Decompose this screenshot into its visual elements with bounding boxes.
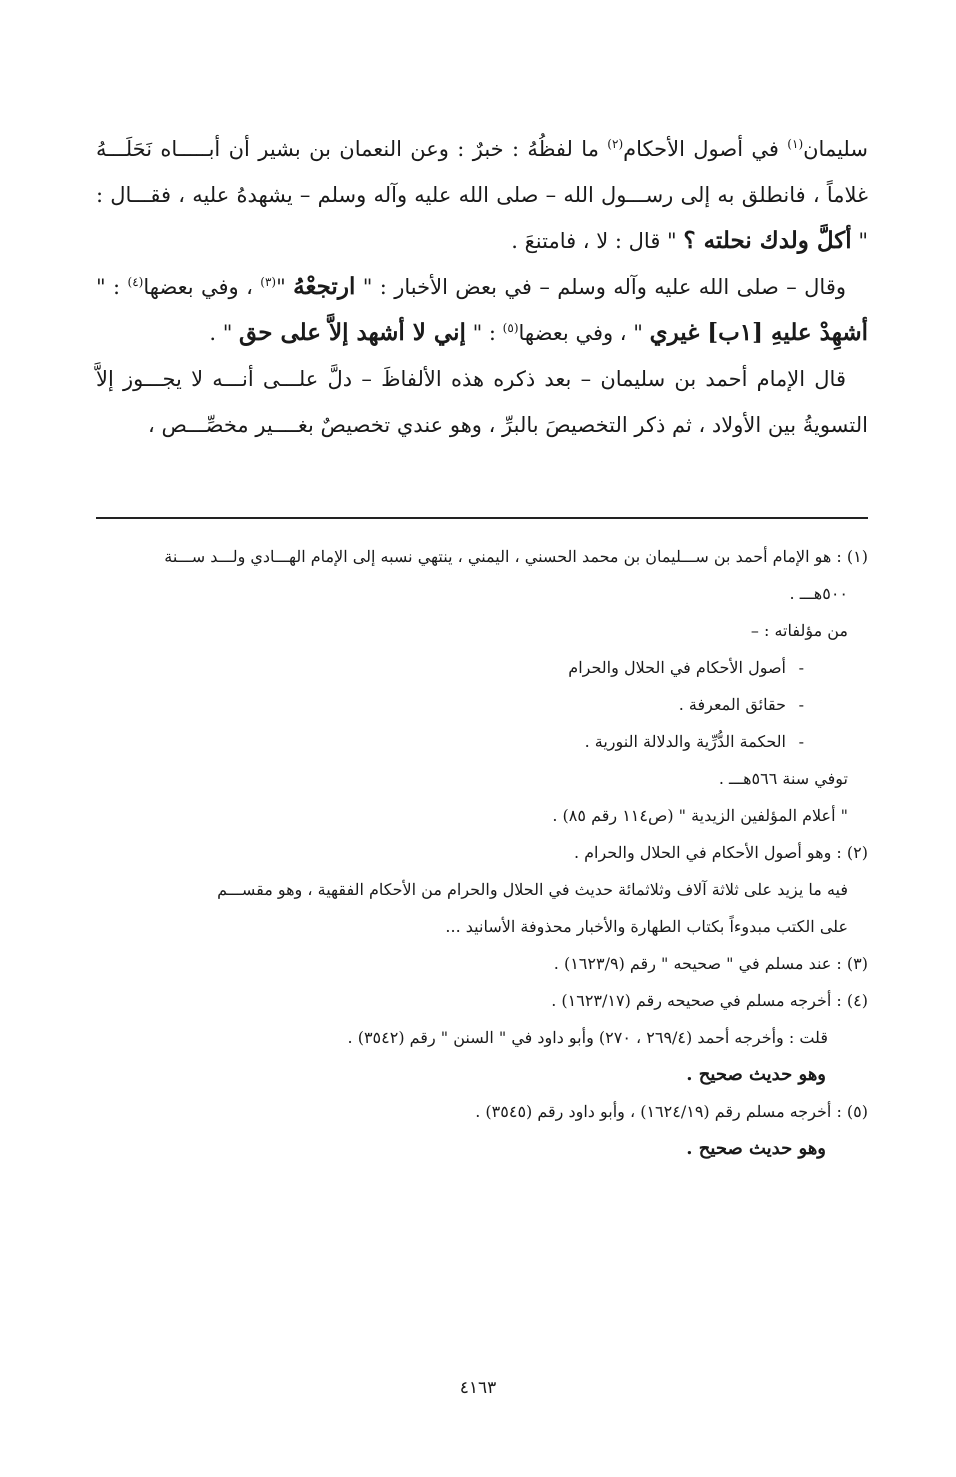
hadith-quote: أكلَّ ولدك نحلته ؟ (683, 227, 852, 254)
footnote-ref-3[interactable]: (٣) (260, 275, 277, 289)
footnote-1-line: " أعلام المؤلفين الزيدية " (ص١١٤ رقم ٨٥) . (552, 806, 848, 825)
hadith-quote: أشهِدْ عليهِ [١ب] غيري (649, 319, 868, 346)
footnote-1-line: من مؤلفاته : – (750, 621, 848, 640)
paragraph-2 (96, 264, 868, 356)
text-run: " ، وفي بعضها (518, 321, 650, 345)
text-run: : " (96, 275, 128, 299)
bullet-text: حقائق المعرفة . (678, 695, 786, 714)
text-run: وقال – صلى الله عليه وآله وسلم – في بعض الأخبار : " (355, 275, 846, 299)
bullet-dash: - (798, 695, 804, 714)
bullet-dash: - (798, 658, 804, 677)
hadith-quote: ارتجعْهُ (293, 273, 356, 300)
text-run: : " (465, 321, 503, 345)
footnote-ref-2[interactable]: (٢) (607, 137, 624, 151)
hadith-quote: إني لا أشهد إلاَّ على حق (239, 319, 466, 346)
footnote-1-line: ٥٠٠هـــ . (789, 584, 848, 603)
page-number: ٤١٦٣ (459, 1378, 497, 1398)
main-text (96, 126, 868, 448)
text-run: ما لفظُهُ : خبرٌ : وعن النعمان بن بشير أن أبـــــاه نَحَلَـــهُ غلاماً ، فانطلق به إلى رســـول الله – صلى الله عليه وآله وسلم – يشهدهُ عليه ، فقـــال : " (96, 137, 868, 253)
footnote-4-line: (٤) : أخرجه مسلم في صحيحه رقم (١٦٢٣/١٧) . (551, 991, 868, 1010)
footnote-2-line: (٢) : وهو أصول الأحكام في الحلال والحرام . (573, 843, 868, 862)
footnote-1-line: توفي سنة ٥٦٦هـــ . (718, 769, 848, 788)
paragraph-3: قال الإمام أحمد بن سليمان – بعد ذكره هذه الألفاظَ – دلَّ علـــى أنـــه لا يجـــوز إلاَّ التسويةُ بين الأولاد ، ثم ذكر التخصيصَ بالبرِّ ، وهو عندي تخصيصٌ بغــــير مخصِّـــص ، (96, 367, 868, 437)
footnote-4-grading: وهو حديث صحيح . (686, 1064, 826, 1085)
bullet-text: الحكمة الدُّرِّية والدلالة النورية . (584, 732, 786, 751)
text-run: ، وفي بعضها (143, 275, 261, 299)
footnote-ref-1[interactable]: (١) (787, 137, 804, 151)
footnote-divider (96, 517, 868, 519)
text-run: " قال : لا ، فامتنعَ . (511, 229, 684, 253)
footnote-5-line: (٥) : أخرجه مسلم رقم (١٦٢٤/١٩) ، وأبو داود رقم (٣٥٤٥) . (475, 1102, 868, 1121)
footnote-ref-4[interactable]: (٤) (127, 275, 144, 289)
text-run: سليمان (803, 137, 868, 161)
footnote-1-bullet (96, 723, 868, 760)
footnote-4-line: قلت : وأخرجه أحمد (٢٦٩/٤ ، ٢٧٠) وأبو داود في " السنن " رقم (٣٥٤٢) . (347, 1028, 828, 1047)
text-run: " . (209, 321, 240, 345)
footnotes (96, 538, 868, 1167)
footnote-5-grading: وهو حديث صحيح . (686, 1138, 826, 1159)
bullet-dash: - (798, 732, 804, 751)
paragraph-1 (96, 126, 868, 264)
footnote-3-line: (٣) : عند مسلم في " صحيحه " رقم (١٦٢٣/٩) . (553, 954, 868, 973)
text-run: في أصول الأحكام (623, 137, 788, 161)
footnote-2-line: فيه ما يزيد على ثلاثة آلاف وثلاثمائة حديث في الحلال والحرام من الأحكام الفقهية ، وهو مقســـم (217, 880, 848, 899)
bullet-text: أصول الأحكام في الحلال والحرام (568, 658, 786, 677)
footnote-ref-5[interactable]: (٥) (502, 321, 519, 335)
footnote-1-bullet (96, 649, 868, 686)
text-run: " (276, 275, 294, 299)
footnote-1-line: (١) : هو الإمام أحمد بن ســـليمان بن محمد الحسني ، اليمني ، ينتهي نسبه إلى الإمام الهـــادي ولـــد ســـنة (164, 547, 868, 566)
footnote-2-line: على الكتب مبدوءاً بكتاب الطهارة والأخبار محذوفة الأسانيد ... (445, 917, 848, 936)
footnote-1-bullet (96, 686, 868, 723)
